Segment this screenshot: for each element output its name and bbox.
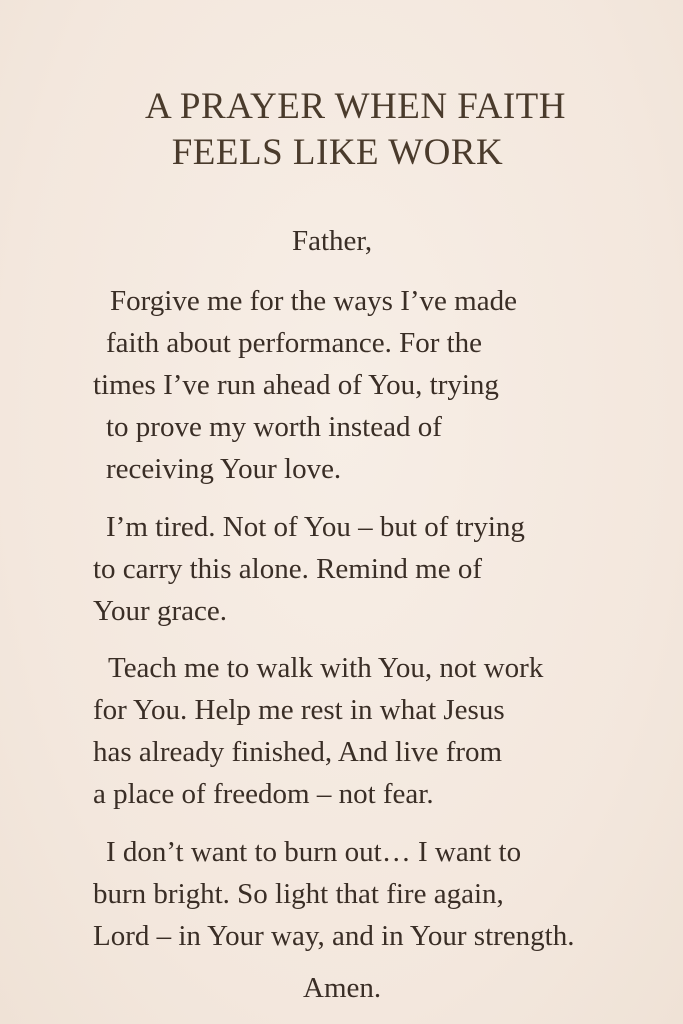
paragraph-3-line-3: has already finished, And live from (93, 736, 503, 768)
paragraph-3-line-1: Teach me to walk with You, not work (108, 652, 544, 684)
paragraph-1-line-3: times I’ve run ahead of You, trying (93, 369, 499, 401)
paragraph-3-line-2: for You. Help me rest in what Jesus (93, 694, 505, 726)
closing: Amen. (303, 972, 382, 1004)
prayer-title-line-1: A PRAYER WHEN FAITH (145, 86, 566, 127)
paragraph-2-line-3: Your grace. (93, 595, 227, 627)
paragraph-2-line-2: to carry this alone. Remind me of (93, 553, 482, 585)
paragraph-4-line-2: burn bright. So light that fire again, (93, 878, 504, 910)
paragraph-1-line-1: Forgive me for the ways I’ve made (110, 285, 517, 317)
paragraph-3-line-4: a place of freedom – not fear. (93, 778, 434, 810)
prayer-title-line-2: FEELS LIKE WORK (171, 132, 504, 173)
paragraph-4-line-3: Lord – in Your way, and in Your strength. (93, 920, 575, 952)
paragraph-2-line-1: I’m tired. Not of You – but of trying (106, 511, 525, 543)
paragraph-1-line-5: receiving Your love. (106, 453, 342, 485)
paragraph-4-line-1: I don’t want to burn out… I want to (106, 836, 522, 868)
paragraph-1-line-4: to prove my worth instead of (106, 411, 442, 443)
salutation: Father, (292, 225, 373, 257)
paragraph-1-line-2: faith about performance. For the (106, 327, 483, 359)
